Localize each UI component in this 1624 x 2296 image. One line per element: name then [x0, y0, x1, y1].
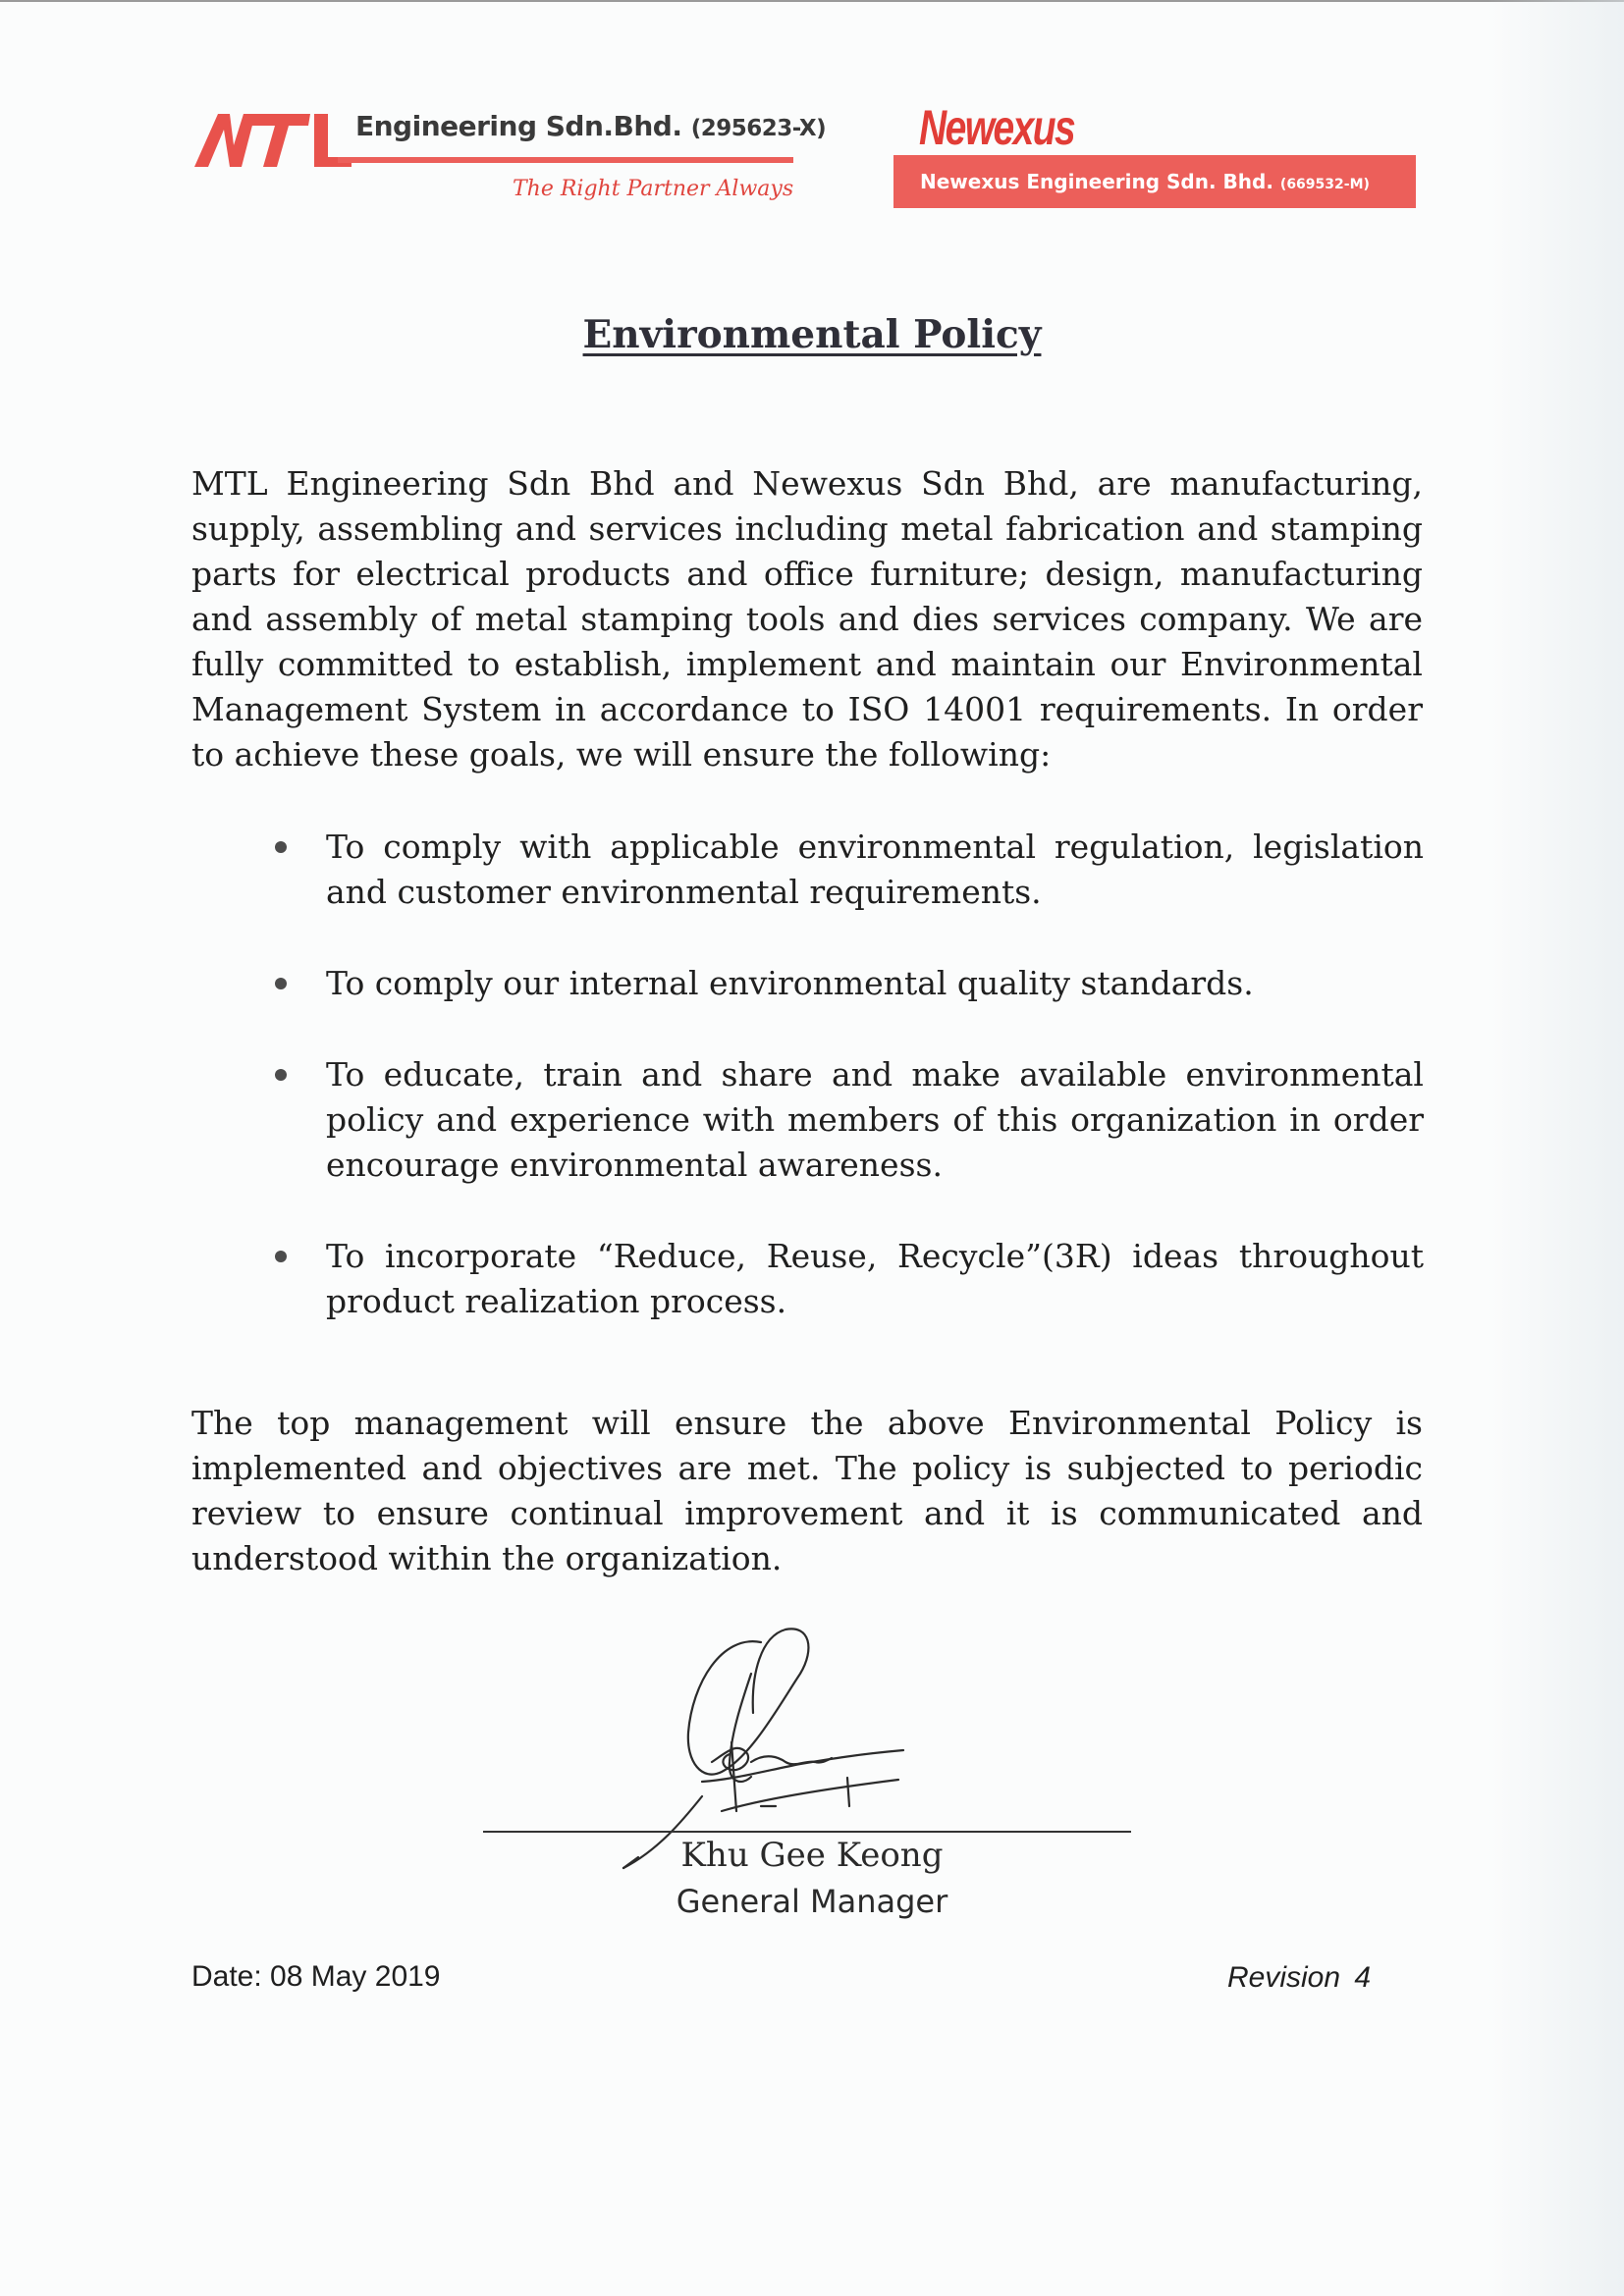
mtl-company-text: Engineering Sdn.Bhd. — [355, 110, 682, 142]
newexus-company-name — [920, 170, 1370, 193]
mtl-underline-bar — [338, 157, 793, 163]
document-title: Environmental Policy — [582, 312, 1042, 357]
bullet-icon — [275, 978, 287, 989]
list-item — [275, 961, 1424, 1006]
mtl-tagline: The Right Partner Always — [513, 177, 794, 201]
list-item-text: To comply our internal environmental quality standards. — [326, 964, 1254, 1002]
bullet-icon — [275, 1251, 287, 1262]
signature-line — [483, 1831, 1131, 1833]
mtl-registration: (295623-X) — [690, 116, 827, 141]
list-item — [275, 1234, 1424, 1324]
list-item-text: To incorporate “Reduce, Reuse, Recycle”(3R) ideas throughout product realization process. — [326, 1237, 1424, 1320]
newexus-logo-text: Newexus — [919, 100, 1075, 155]
list-item — [275, 825, 1424, 915]
bullet-icon — [275, 841, 287, 853]
closing-paragraph: The top management will ensure the above Environmental Policy is implemented and objectives are met. The policy is subjected to periodic review to ensure continual improvement and it is communicated and understood within the organization. — [191, 1404, 1423, 1577]
list-item-text: To educate, train and share and make available environmental policy and experience with members of this organization in order encourage environmental awareness. — [326, 1055, 1424, 1184]
newexus-registration: (669532-M) — [1279, 177, 1370, 192]
list-item-text: To comply with applicable environmental regulation, legislation and customer environmental requirements. — [326, 828, 1424, 911]
newexus-company-text: Newexus Engineering Sdn. Bhd. — [920, 170, 1273, 193]
policy-commitments-list — [275, 825, 1424, 1324]
signatory-name: Khu Gee Keong — [680, 1836, 944, 1875]
bullet-icon — [275, 1069, 287, 1081]
page-top-edge — [0, 0, 1624, 2]
mtl-logo-mark — [194, 106, 352, 167]
document-date: Date: 08 May 2019 — [191, 1960, 441, 1993]
signatory-title: General Manager — [676, 1883, 948, 1920]
intro-paragraph: MTL Engineering Sdn Bhd and Newexus Sdn Bhd, are manufacturing, supply, assembling and services including metal fabrication and stamping parts for electrical products and office furniture; design, manufacturing and assembly of metal stamping tools and dies services company. We are fully committed to establish, implement and maintain our Environmental Management System in accordance to ISO 14001 requirements. In order to achieve these goals, we will ensure the following: — [191, 464, 1423, 774]
document-revision: Revision 4 — [1227, 1961, 1372, 1994]
list-item — [275, 1052, 1424, 1188]
mtl-company-name — [355, 110, 826, 142]
